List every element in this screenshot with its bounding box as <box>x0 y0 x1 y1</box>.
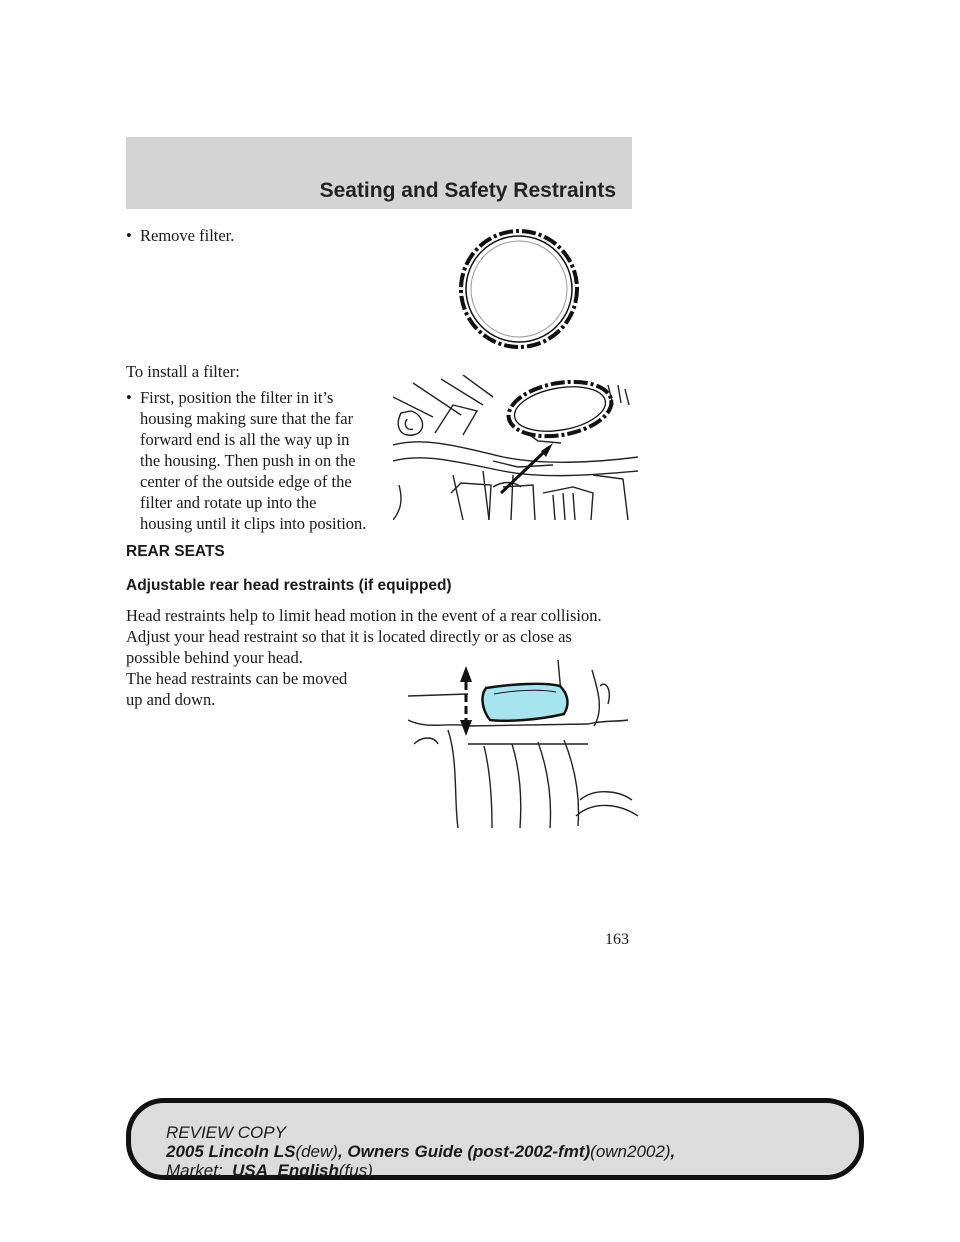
section-header <box>126 137 632 209</box>
bullet-marker: • <box>126 226 132 245</box>
paragraph-line: up and down. <box>126 690 216 709</box>
head-restraint-illustration <box>408 660 640 828</box>
footer-guide-code: (own2002) <box>590 1142 671 1161</box>
instruction-line: housing until it clips into position. <box>140 514 367 533</box>
instruction-line: center of the outside edge of the <box>140 472 352 491</box>
footer-market-label: Market: <box>166 1161 223 1180</box>
footer-model: 2005 Lincoln LS <box>166 1142 296 1161</box>
section-title: Seating and Safety Restraints <box>319 179 616 202</box>
instruction-line: housing making sure that the far <box>140 409 354 428</box>
review-copy-label: REVIEW COPY <box>166 1123 286 1142</box>
bullet-remove-filter: Remove filter. <box>140 226 235 245</box>
instruction-line: the housing. Then push in on the <box>140 451 356 470</box>
filter-housing-illustration <box>393 375 638 520</box>
paragraph-line: The head restraints can be moved <box>126 669 348 688</box>
instruction-line: filter and rotate up into the <box>140 493 317 512</box>
instruction-line: First, position the filter in it’s <box>140 388 334 407</box>
rear-seats-heading: REAR SEATS <box>126 543 225 560</box>
footer-market-code: (fus) <box>338 1161 373 1180</box>
page-number: 163 <box>605 931 629 948</box>
footer-market-line <box>166 1162 373 1179</box>
filter-illustration <box>455 225 583 353</box>
instruction-line: forward end is all the way up in <box>140 430 350 449</box>
bullet-marker: • <box>126 388 132 407</box>
paragraph-line: Adjust your head restraint so that it is located directly or as close as <box>126 627 572 646</box>
footer-guide: , Owners Guide (post-2002-fmt) <box>337 1142 591 1161</box>
paragraph-line: possible behind your head. <box>126 648 303 667</box>
head-restraint-paragraph <box>126 605 602 668</box>
footer-model-line <box>166 1143 675 1160</box>
head-restraints-heading: Adjustable rear head restraints (if equipped) <box>126 577 452 594</box>
footer-market: USA_English <box>232 1161 339 1180</box>
paragraph-line: Head restraints help to limit head motion in the event of a rear collision. <box>126 606 602 625</box>
install-intro: To install a filter: <box>126 362 240 381</box>
head-restraint-move-paragraph <box>126 668 347 710</box>
footer-model-code: (dew) <box>295 1142 338 1161</box>
install-instructions <box>140 387 366 534</box>
footer-comma: , <box>670 1142 676 1161</box>
